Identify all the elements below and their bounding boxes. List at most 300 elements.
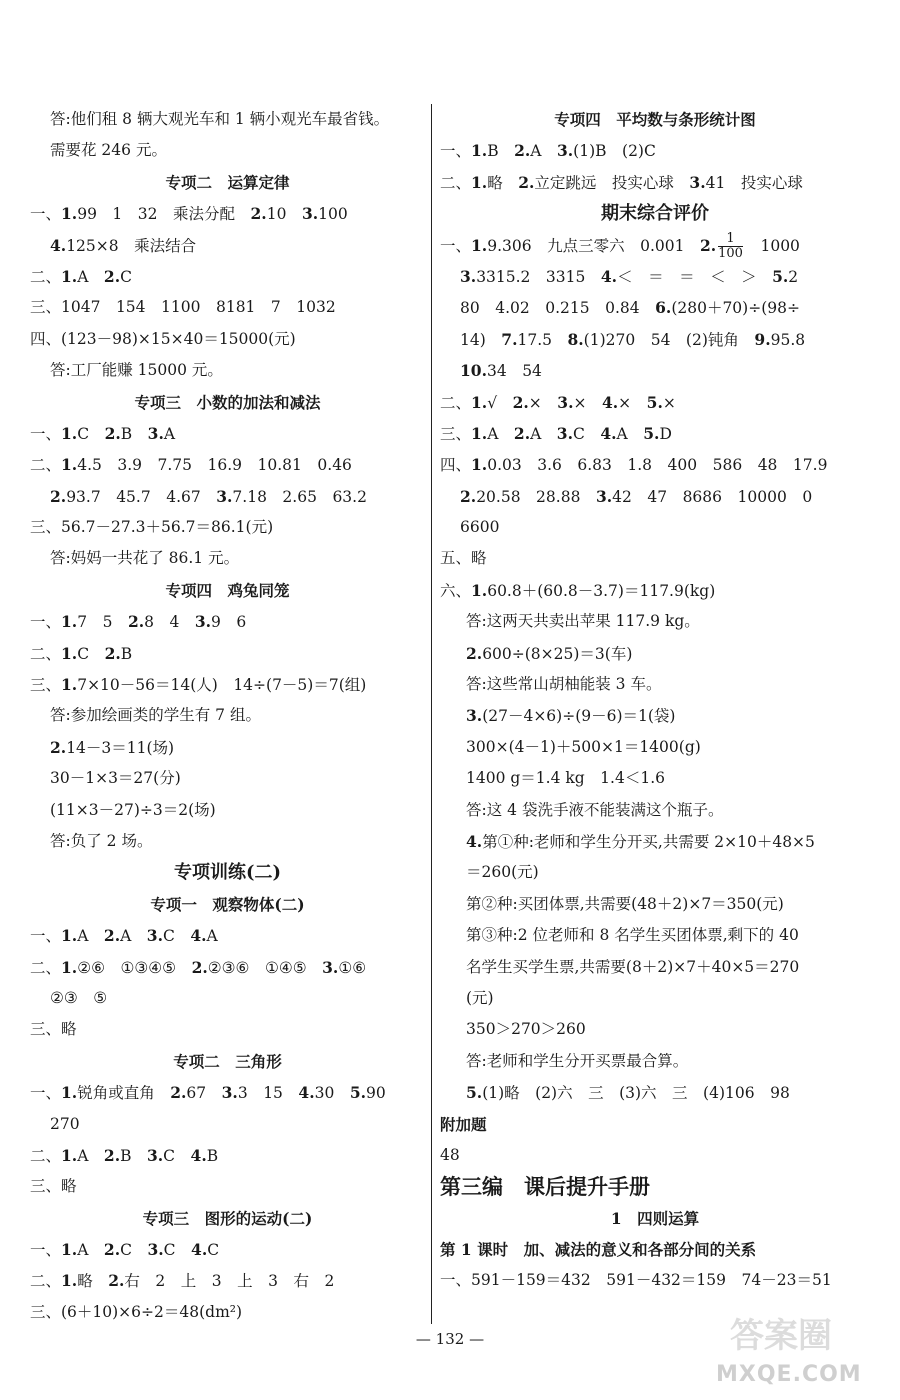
- answer-text: 9.306 九点三零六 0.001: [487, 236, 700, 255]
- answer-text: 600÷(8×25)＝3(车): [482, 644, 633, 663]
- question-number: 4.: [600, 266, 618, 286]
- answer-text: (11×3－27)÷3＝2(场): [50, 800, 216, 819]
- answer-text: ×: [618, 393, 647, 412]
- answer-line: [440, 324, 870, 355]
- answer-text: 答:这两天共卖出苹果 117.9 kg。: [466, 612, 700, 631]
- answer-line: [30, 1014, 425, 1045]
- question-number: 3.: [460, 266, 477, 286]
- answer-text: 二、: [440, 393, 472, 412]
- question-number: 4.: [190, 926, 207, 946]
- question-number: 2.: [103, 266, 121, 286]
- question-number: 2.: [108, 1271, 125, 1291]
- answer-text: C: [77, 644, 105, 663]
- question-number: 2.: [460, 486, 477, 506]
- answer-text: ②③ ⑤: [50, 988, 108, 1007]
- answer-line: [440, 418, 870, 449]
- answer-text: 专项四 平均数与条形统计图: [554, 110, 756, 129]
- answer-text: 3 15: [237, 1084, 299, 1103]
- watermark-url: MXQE.COM: [716, 1362, 862, 1387]
- answer-text: 三、(6＋10)×6÷2＝48(dm²): [30, 1302, 243, 1321]
- answer-text: C: [120, 267, 132, 286]
- question-number: 4.: [191, 1240, 208, 1260]
- answer-line: [30, 1203, 425, 1234]
- answer-text: 48: [440, 1145, 460, 1164]
- answer-line: [30, 543, 425, 574]
- answer-text: 4.5 3.9 7.75 16.9 10.81 0.46: [77, 456, 352, 475]
- question-number: 1.: [61, 612, 78, 632]
- answer-line: [440, 669, 870, 700]
- answer-line: [440, 700, 870, 731]
- answer-line: [30, 669, 425, 700]
- answer-line: [440, 543, 870, 574]
- answer-text: ②③⑥ ①④⑤: [207, 958, 323, 977]
- answer-text: 90: [366, 1084, 386, 1103]
- answer-text: 350＞270＞260: [466, 1020, 586, 1039]
- question-number: 1.: [61, 675, 78, 695]
- answer-text: 6600: [460, 518, 500, 537]
- question-number: 4.: [601, 392, 619, 412]
- question-number: 9.: [754, 329, 771, 349]
- answer-text: 三、略: [30, 1177, 77, 1196]
- answer-text: 答:参加绘画类的学生有 7 组。: [50, 706, 261, 725]
- answer-text: (27－4×6)÷(9－6)＝1(袋): [482, 707, 676, 726]
- answer-line: [440, 135, 870, 166]
- answer-text: ＜ ＝ ＝ ＜ ＞: [617, 267, 773, 286]
- answer-text: ②⑥ ①③④⑤: [77, 958, 192, 977]
- question-number: 3.: [216, 486, 233, 506]
- answer-line: [440, 983, 870, 1014]
- answer-text: 42 47 8686 10000 0: [612, 487, 813, 506]
- answer-text: 一、: [30, 1241, 62, 1260]
- question-number: 4.: [50, 235, 67, 255]
- page-number: — 132 —: [415, 1330, 485, 1348]
- answer-line: [30, 606, 425, 637]
- answer-text: 95.8: [770, 330, 806, 349]
- answer-line: [30, 261, 425, 292]
- answer-text: 四、: [440, 456, 472, 475]
- answer-text: (280＋70)÷(98÷: [671, 299, 800, 318]
- answer-text: 期末综合评价: [601, 203, 709, 225]
- answer-text: √: [487, 393, 513, 412]
- answer-text: A: [120, 927, 147, 946]
- answer-text: 270: [50, 1114, 80, 1133]
- answer-line: [440, 1109, 870, 1140]
- question-number: 1.: [61, 266, 78, 286]
- answer-line: [30, 292, 425, 323]
- answer-text: A: [530, 142, 557, 161]
- question-number: 1.: [61, 957, 78, 977]
- question-number: 2.: [250, 204, 267, 224]
- answer-text: 一、: [30, 205, 62, 224]
- question-number: 1.: [61, 455, 78, 475]
- answer-line: [30, 198, 425, 229]
- question-number: 2.: [103, 1240, 121, 1260]
- answer-line: [30, 826, 425, 857]
- answer-text: A: [163, 424, 176, 443]
- answer-text: 二、: [30, 644, 62, 663]
- question-number: 3.: [556, 141, 574, 161]
- answer-text: B: [206, 1146, 219, 1165]
- answer-line: [440, 1265, 870, 1296]
- answer-text: (元): [466, 988, 494, 1007]
- answer-line: [440, 763, 870, 794]
- question-number: 1.: [61, 1240, 78, 1260]
- answer-text: (1)B (2)C: [573, 142, 656, 161]
- answer-line: [440, 1234, 870, 1265]
- question-number: 2.: [466, 643, 483, 663]
- question-number: 5.: [466, 1083, 483, 1103]
- answer-text: 五、略: [440, 549, 487, 568]
- answer-text: A: [616, 424, 644, 443]
- answer-text: 答:他们租 8 辆大观光车和 1 辆小观光车最省钱。: [50, 110, 390, 128]
- answer-text: ＝260(元): [466, 863, 539, 882]
- answer-text: A: [77, 1241, 104, 1260]
- question-number: 1.: [61, 423, 78, 443]
- answer-text: 300×(4－1)＋500×1＝1400(g): [466, 737, 701, 756]
- question-number: 3.: [147, 1240, 164, 1260]
- question-number: 1.: [471, 235, 488, 255]
- answer-text: 二、: [30, 958, 62, 977]
- answer-text: C: [162, 927, 191, 946]
- answer-line: [30, 983, 425, 1014]
- answer-text: 二、: [30, 1272, 62, 1291]
- answer-line: [30, 889, 425, 920]
- answer-line: [30, 1234, 425, 1265]
- answer-text: B: [120, 424, 148, 443]
- answer-text: 一、: [440, 236, 472, 255]
- answer-text: 六、: [440, 581, 472, 600]
- question-number: 2.: [103, 1145, 121, 1165]
- fraction-numerator: 1: [718, 232, 743, 247]
- answer-text: B: [120, 644, 133, 663]
- question-number: 1.: [471, 141, 488, 161]
- answer-text: 锐角或直角: [77, 1084, 171, 1103]
- answer-text: 专项训练(二): [173, 862, 282, 884]
- answer-text: 第②种:买团体票,共需要(48＋2)×7＝350(元): [466, 894, 784, 913]
- question-number: 7.: [501, 329, 518, 349]
- column-divider: [431, 104, 432, 1324]
- answer-text: (1)略 (2)六 三 (3)六 三 (4)106 98: [482, 1084, 790, 1103]
- question-number: 1.: [61, 1145, 78, 1165]
- question-number: 5.: [772, 266, 789, 286]
- answer-text: 30－1×3＝27(分): [50, 769, 181, 788]
- answer-line: [30, 952, 425, 983]
- answer-text: C: [163, 1146, 191, 1165]
- answer-line: [440, 355, 870, 386]
- question-number: 2.: [127, 612, 145, 632]
- answer-text: 1400 g＝1.4 kg 1.4＜1.6: [466, 769, 665, 788]
- answer-text: 34 54: [486, 362, 542, 381]
- answer-line: [30, 1140, 425, 1171]
- answer-text: 100: [318, 205, 348, 224]
- question-number: 3.: [466, 706, 483, 726]
- question-number: 6.: [655, 298, 672, 318]
- answer-line: [30, 1265, 425, 1296]
- answer-line: [440, 732, 870, 763]
- answer-text: 专项一 观察物体(二): [150, 894, 305, 914]
- answer-text: 二、: [30, 267, 62, 286]
- answer-line: [30, 575, 425, 606]
- answer-text: C: [77, 424, 105, 443]
- question-number: 3.: [147, 423, 164, 443]
- answer-line: [440, 198, 870, 229]
- answer-line: [30, 387, 425, 418]
- answer-text: 答:老师和学生分开买票最合算。: [466, 1051, 689, 1070]
- answer-text: 8 4: [144, 613, 195, 632]
- answer-text: 0.03 3.6 6.83 1.8 400 586 48 17.9: [487, 456, 828, 475]
- question-number: 2.: [50, 486, 67, 506]
- question-number: 2.: [103, 926, 121, 946]
- question-number: 3.: [194, 612, 212, 632]
- question-number: 4.: [298, 1083, 315, 1103]
- answer-text: 附加题: [440, 1114, 487, 1134]
- answer-text: 20.58 28.88: [476, 487, 596, 506]
- answer-text: 10: [266, 205, 302, 224]
- answer-line: [440, 261, 870, 292]
- question-number: 2.: [50, 737, 67, 757]
- answer-line: [440, 889, 870, 920]
- answer-line: [30, 1109, 425, 1140]
- question-number: 1.: [61, 1083, 78, 1103]
- question-number: 4.: [466, 831, 483, 851]
- question-number: 1.: [471, 392, 488, 412]
- answer-line: [30, 1077, 425, 1108]
- answer-line: [30, 324, 425, 355]
- question-number: 2.: [104, 423, 121, 443]
- answer-text: 四、(123－98)×15×40＝15000(元): [30, 329, 296, 348]
- answer-line: [440, 920, 870, 951]
- answer-line: [30, 763, 425, 794]
- answer-line: [440, 1140, 870, 1171]
- answer-text: (1)270 54 (2)钝角: [583, 330, 755, 349]
- answer-line: [440, 952, 870, 983]
- answer-text: 7.18 2.65 63.2: [232, 487, 367, 506]
- answer-text: 一、: [30, 927, 62, 946]
- question-number: 2.: [512, 392, 529, 412]
- answer-text: 125×8 乘法结合: [66, 236, 197, 255]
- answer-text: 答:这 4 袋洗手液不能装满这个瓶子。: [466, 800, 724, 819]
- question-number: 1.: [61, 643, 78, 663]
- question-number: 3.: [146, 1145, 164, 1165]
- answer-line: [440, 481, 870, 512]
- answer-line: [440, 292, 870, 323]
- answer-line: [30, 795, 425, 826]
- answer-line: [30, 1171, 425, 1202]
- question-number: 1.: [471, 580, 488, 600]
- answer-text: C: [572, 424, 601, 443]
- answer-text: 14): [460, 330, 502, 349]
- answer-line: [440, 1171, 870, 1202]
- answer-text: 专项三 小数的加法和减法: [134, 392, 321, 412]
- answer-line: [30, 1297, 425, 1328]
- answer-text: 专项二 运算定律: [165, 172, 290, 192]
- question-number: 5.: [646, 392, 663, 412]
- fraction-denominator: 100: [718, 246, 743, 261]
- answer-text: D: [659, 424, 672, 443]
- answer-text: A: [206, 927, 218, 946]
- answer-text: 41 投实心球: [705, 173, 803, 192]
- watermark-logo: 答案圈: [730, 1316, 832, 1356]
- question-number: 2.: [170, 1083, 187, 1103]
- answer-text: 立定跳远 投实心球: [534, 173, 690, 192]
- answer-text: ×: [573, 393, 602, 412]
- answer-text: 2: [788, 267, 799, 286]
- question-number: 2.: [699, 235, 717, 255]
- answer-text: ×: [662, 393, 676, 412]
- answer-text: 93.7 45.7 4.67: [66, 487, 217, 506]
- right-column: [440, 104, 870, 1297]
- answer-text: 需要花 246 元。: [50, 141, 167, 160]
- answer-text: 答:工厂能赚 15000 元。: [50, 361, 223, 380]
- answer-text: 答:负了 2 场。: [50, 831, 153, 850]
- answer-line: [30, 700, 425, 731]
- answer-line: [440, 1046, 870, 1077]
- answer-text: ①⑥: [338, 958, 367, 977]
- answer-text: 三、1047 154 1100 8181 7 1032: [30, 298, 336, 317]
- question-number: 2.: [518, 172, 535, 192]
- question-number: 1.: [471, 455, 488, 475]
- question-number: 3.: [322, 957, 339, 977]
- question-number: 10.: [460, 361, 487, 381]
- answer-line: [440, 104, 870, 135]
- question-number: 3.: [556, 423, 573, 443]
- answer-text: 14－3＝11(场): [66, 738, 175, 757]
- answer-text: 名学生买学生票,共需要(8＋2)×7＋40×5＝270: [466, 957, 800, 976]
- question-number: 8.: [567, 329, 584, 349]
- answer-text: 略: [77, 1272, 109, 1291]
- answer-line: [30, 230, 425, 261]
- answer-line: [440, 230, 870, 261]
- answer-line: [30, 857, 425, 888]
- answer-text: 答:妈妈一共花了 86.1 元。: [50, 549, 240, 568]
- answer-text: 17.5: [517, 330, 568, 349]
- answer-line: [440, 512, 870, 543]
- answer-line: [440, 167, 870, 198]
- answer-line: [30, 481, 425, 512]
- answer-line: [30, 104, 425, 135]
- answer-text: 99 1 32 乘法分配: [77, 205, 251, 224]
- answer-text: 专项三 图形的运动(二): [142, 1208, 313, 1228]
- answer-text: 9 6: [211, 613, 247, 632]
- answer-text: 专项四 鸡兔同笼: [165, 580, 290, 600]
- answer-text: 一、: [30, 424, 62, 443]
- question-number: 3.: [301, 204, 319, 224]
- question-number: 1.: [61, 204, 78, 224]
- answer-text: 第三编 课后提升手册: [440, 1174, 650, 1200]
- answer-text: 略: [487, 173, 519, 192]
- answer-text: A: [530, 424, 557, 443]
- question-number: 5.: [643, 423, 660, 443]
- answer-line: [440, 795, 870, 826]
- answer-line: [440, 606, 870, 637]
- answer-text: 第③种:2 位老师和 8 名学生买团体票,剩下的 40: [466, 926, 799, 945]
- answer-text: C: [163, 1241, 192, 1260]
- answer-line: [440, 1203, 870, 1234]
- answer-line: [440, 826, 870, 857]
- answer-text: 三、: [440, 424, 472, 443]
- question-number: 1.: [471, 423, 488, 443]
- answer-text: 67: [186, 1084, 222, 1103]
- left-column: [30, 104, 425, 1328]
- answer-text: 7×10－56＝14(人) 14÷(7－5)＝7(组): [77, 676, 367, 695]
- answer-line: [440, 1014, 870, 1045]
- question-number: 2.: [104, 643, 121, 663]
- question-number: 1.: [471, 172, 488, 192]
- answer-text: 一、: [30, 613, 62, 632]
- answer-line: [440, 387, 870, 418]
- answer-line: [30, 449, 425, 480]
- answer-text: ×: [528, 393, 558, 412]
- answer-text: 7 5: [77, 613, 128, 632]
- question-number: 2.: [191, 957, 208, 977]
- answer-text: 1 四则运算: [610, 1208, 700, 1228]
- question-number: 3.: [221, 1083, 238, 1103]
- answer-text: A: [77, 1146, 104, 1165]
- fraction: [718, 232, 743, 261]
- answer-line: [30, 1046, 425, 1077]
- answer-text: 3315.2 3315: [476, 267, 601, 286]
- question-number: 3.: [146, 926, 163, 946]
- answer-text: 一、: [30, 1084, 62, 1103]
- answer-line: [440, 857, 870, 888]
- answer-text: C: [207, 1241, 220, 1260]
- answer-line: [440, 1077, 870, 1108]
- answer-line: [30, 512, 425, 543]
- answer-text: 右 2 上 3 上 3 右 2: [124, 1272, 335, 1291]
- answer-line: [30, 638, 425, 669]
- question-number: 1.: [61, 1271, 78, 1291]
- answer-text: B: [120, 1146, 147, 1165]
- answer-text: 第①种:老师和学生分开买,共需要 2×10＋48×5: [482, 832, 815, 851]
- question-number: 1.: [61, 926, 78, 946]
- answer-text: 第 1 课时 加、减法的意义和各部分间的关系: [440, 1240, 757, 1260]
- answer-text: B: [487, 142, 515, 161]
- answer-text: 二、: [30, 456, 62, 475]
- question-number: 4.: [190, 1145, 207, 1165]
- answer-text: 80 4.02 0.215 0.84: [460, 299, 656, 318]
- answer-text: 30: [314, 1084, 350, 1103]
- answer-text: 专项二 三角形: [173, 1051, 282, 1071]
- question-number: 2.: [513, 423, 531, 443]
- answer-text: 60.8＋(60.8－3.7)＝117.9(kg): [487, 581, 716, 600]
- answer-line: [440, 449, 870, 480]
- answer-line: [30, 135, 425, 166]
- answer-text: 答:这些常山胡柚能装 3 车。: [466, 675, 662, 694]
- question-number: 3.: [595, 486, 613, 506]
- answer-line: [30, 355, 425, 386]
- answer-text: 二、: [440, 173, 472, 192]
- answer-text: A: [77, 267, 104, 286]
- answer-text: A: [77, 927, 104, 946]
- answer-text: 三、略: [30, 1020, 77, 1039]
- answer-line: [440, 638, 870, 669]
- answer-line: [440, 575, 870, 606]
- answer-text: 二、: [30, 1146, 62, 1165]
- answer-text: C: [120, 1241, 148, 1260]
- answer-line: [30, 418, 425, 449]
- answer-text: 1000: [744, 236, 800, 255]
- answer-line: [30, 920, 425, 951]
- answer-text: 一、591－159＝432 591－432＝159 74－23＝51: [440, 1271, 832, 1290]
- answer-line: [30, 732, 425, 763]
- answer-line: [30, 167, 425, 198]
- answer-text: 一、: [440, 142, 472, 161]
- question-number: 3.: [689, 172, 706, 192]
- answer-text: A: [487, 424, 514, 443]
- answer-text: 三、: [30, 676, 62, 695]
- answer-text: 三、56.7－27.3＋56.7＝86.1(元): [30, 518, 274, 537]
- question-number: 4.: [600, 423, 617, 443]
